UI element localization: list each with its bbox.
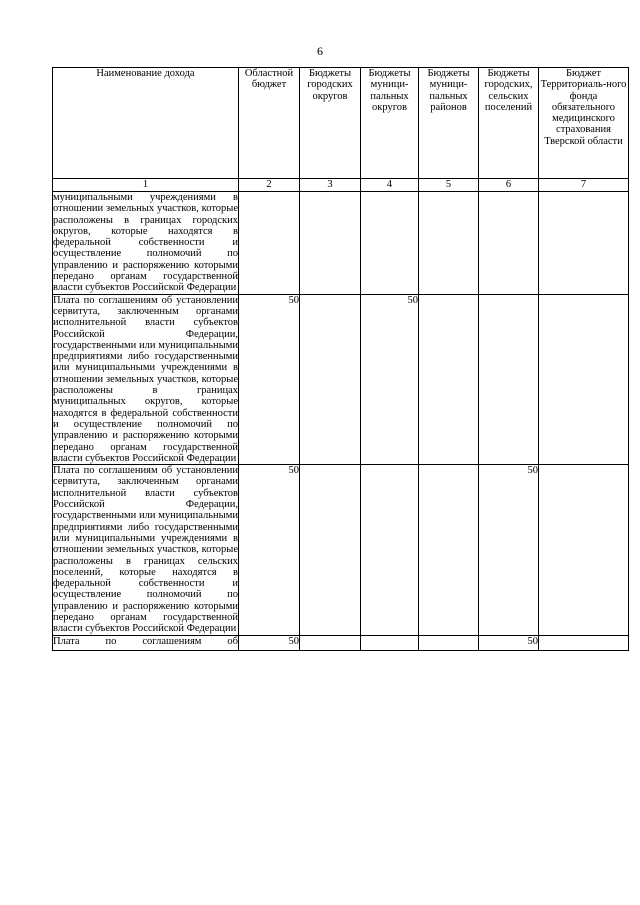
column-header: Бюджеты городских, сельских поселений (479, 68, 539, 179)
table-row (53, 635, 629, 650)
settlements-value: 50 (479, 635, 539, 650)
municipal-districts-value (361, 465, 419, 635)
column-number: 7 (539, 179, 629, 192)
revenue-name: Плата по соглашениям об (53, 635, 239, 650)
page-number: 6 (317, 44, 323, 58)
regional-budget-value: 50 (239, 635, 300, 650)
table-row (53, 465, 629, 635)
urban-districts-value (300, 192, 361, 295)
column-number: 2 (239, 179, 300, 192)
revenue-name: муниципальными учреждениями в отношении земельных участков, которые расположены в границах городских округов, которые находятся в федеральной собственности и осуществление полномочий по управлению и распоряжению которыми передано органам государственной власти субъектов Российской Федерации (53, 192, 238, 294)
table-row (53, 192, 629, 295)
municipal-regions-value (419, 635, 479, 650)
regional-budget-value (239, 192, 300, 295)
urban-districts-value (300, 294, 361, 464)
column-number: 5 (419, 179, 479, 192)
municipal-regions-value (419, 192, 479, 295)
health-insurance-fund-value (539, 465, 629, 635)
urban-districts-value (300, 635, 361, 650)
municipal-districts-value: 50 (361, 294, 419, 464)
column-number: 3 (300, 179, 361, 192)
column-header: Бюджеты муници-пальных округов (361, 68, 419, 179)
urban-districts-value (300, 465, 361, 635)
regional-budget-value: 50 (239, 465, 300, 635)
revenue-distribution-table (52, 67, 629, 651)
municipal-districts-value (361, 192, 419, 295)
health-insurance-fund-value (539, 635, 629, 650)
column-header: Бюджеты муници-пальных районов (419, 68, 479, 179)
health-insurance-fund-value (539, 294, 629, 464)
column-number: 4 (361, 179, 419, 192)
settlements-value (479, 294, 539, 464)
column-number-row (53, 179, 629, 192)
column-header: Областной бюджет (239, 68, 300, 179)
column-header: Бюджеты городских округов (300, 68, 361, 179)
revenue-name: Плата по соглашениям об установлении сервитута, заключенным органами исполнительной власти субъектов Российской Федерации, государственными или муниципальными предприятиями либо государственными или муниципальными учреждениями в отношении земельных участков, которые расположены в границах сельских поселений, которые находятся в федеральной собственности и осуществление полномочий по управлению и распоряжению которыми передано органам государственной власти субъектов Российской Федерации (53, 465, 238, 635)
table-row (53, 294, 629, 464)
settlements-value (479, 192, 539, 295)
municipal-districts-value (361, 635, 419, 650)
health-insurance-fund-value (539, 192, 629, 295)
municipal-regions-value (419, 465, 479, 635)
regional-budget-value: 50 (239, 294, 300, 464)
column-header: Бюджет Территориаль-ного фонда обязательного медицинского страхования Тверской области (539, 68, 629, 179)
revenue-name: Плата по соглашениям об установлении сервитута, заключенным органами исполнительной власти субъектов Российской Федерации, государственными или муниципальными предприятиями либо государственными или муниципальными учреждениями в отношении земельных участков, которые расположены в границах муниципальных округов, которые находятся в федеральной собственности и осуществление полномочий по управлению и распоряжению которыми передано органам государственной власти субъектов Российской Федерации (53, 294, 238, 464)
municipal-regions-value (419, 294, 479, 464)
column-number: 6 (479, 179, 539, 192)
settlements-value: 50 (479, 465, 539, 635)
column-header: Наименование дохода (53, 68, 239, 179)
table-header-row (53, 68, 629, 179)
column-number: 1 (53, 179, 239, 192)
